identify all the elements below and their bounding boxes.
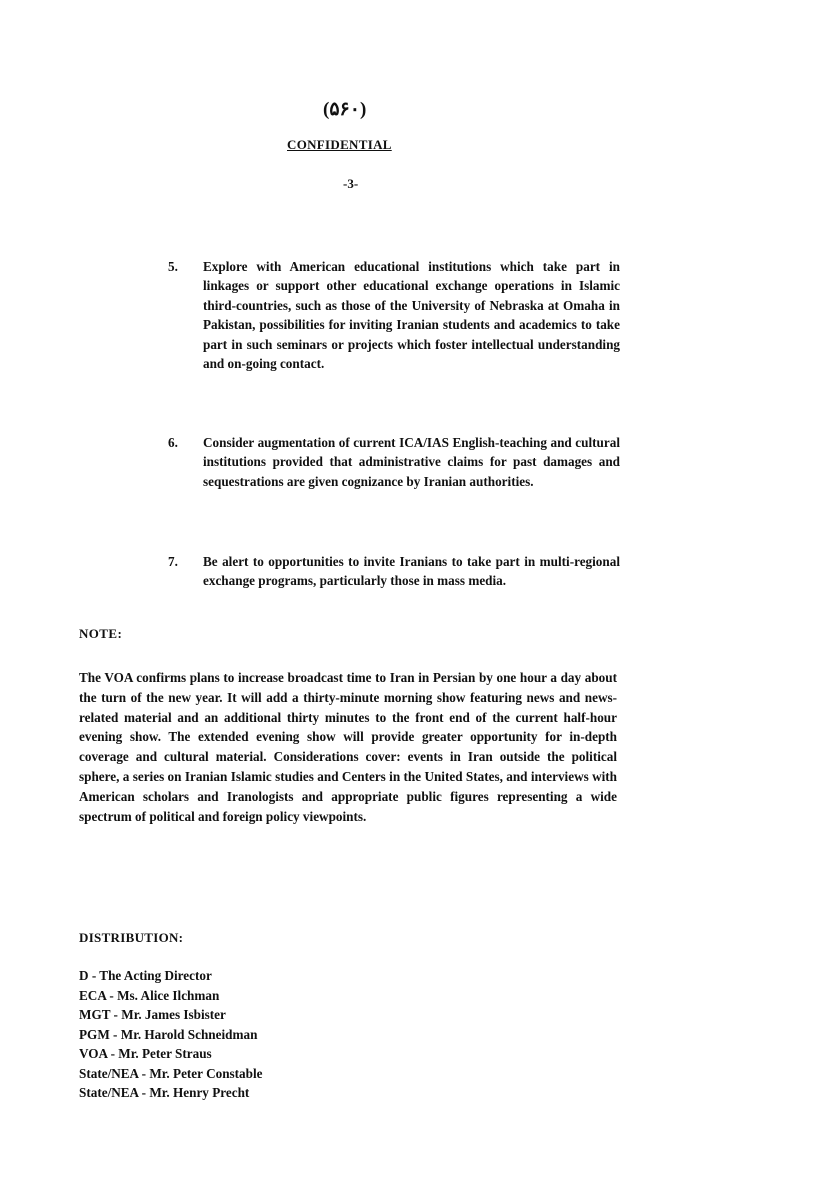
item-text: Consider augmentation of current ICA/IAS English-teaching and cultural institutions provided that administrative claims for past damages and sequestrations are given cognizance by Iranian authorities. xyxy=(203,435,620,489)
distribution-entry: D - The Acting Director xyxy=(79,968,212,983)
page-label: -3- xyxy=(343,176,359,191)
item-number: 7. xyxy=(168,554,178,569)
distribution-entry: State/NEA - Mr. Peter Constable xyxy=(79,1065,263,1081)
distribution-entry: PGM - Mr. Harold Schneidman xyxy=(79,1026,258,1042)
distribution-entry: ECA - Ms. Alice Ilchman xyxy=(79,987,220,1003)
distribution-entry: State/NEA - Mr. Henry Precht xyxy=(79,1085,250,1100)
page-number-persian: (۵۶۰) xyxy=(323,99,367,120)
item-text: Be alert to opportunities to invite Iranians to take part in multi-regional exchange programs, particularly those in mass media. xyxy=(203,554,620,589)
note-body: The VOA confirms plans to increase broadcast time to Iran in Persian by one hour a day about the turn of the new year. It will add a thirty-minute morning show featuring news and news-related material and an additional thirty minutes to the front end of the current half-hour evening show. The extended evening show will provide greater opportunity for in-depth coverage and cultural material. Considerations cover: events in Iran outside the political sphere, a series on Iranian Islamic studies and Centers in the United States, and interviews with American scholars and Iranologists and appropriate public figures representing a wide spectrum of political and foreign policy viewpoints. xyxy=(79,670,617,824)
distribution-heading: DISTRIBUTION: xyxy=(79,930,184,945)
recommendation-item-7 xyxy=(168,552,620,591)
item-number: 5. xyxy=(168,259,178,274)
recommendation-item-6 xyxy=(168,433,620,491)
item-text: Explore with American educational institutions which take part in linkages or support other educational exchange operations in Islamic third-countries, such as those of the University of Nebraska at Omaha in Pakistan, possibilities for inviting Iranian students and academics to take part in such seminars or projects which foster intellectual understanding and on-going contact. xyxy=(203,259,620,372)
item-number: 6. xyxy=(168,435,178,450)
classification-label: CONFIDENTIAL xyxy=(287,137,392,152)
note-heading: NOTE: xyxy=(79,626,123,641)
recommendation-item-5 xyxy=(168,257,620,373)
distribution-list xyxy=(79,966,263,1103)
distribution-entry: VOA - Mr. Peter Straus xyxy=(79,1046,212,1061)
distribution-entry: MGT - Mr. James Isbister xyxy=(79,1007,226,1022)
